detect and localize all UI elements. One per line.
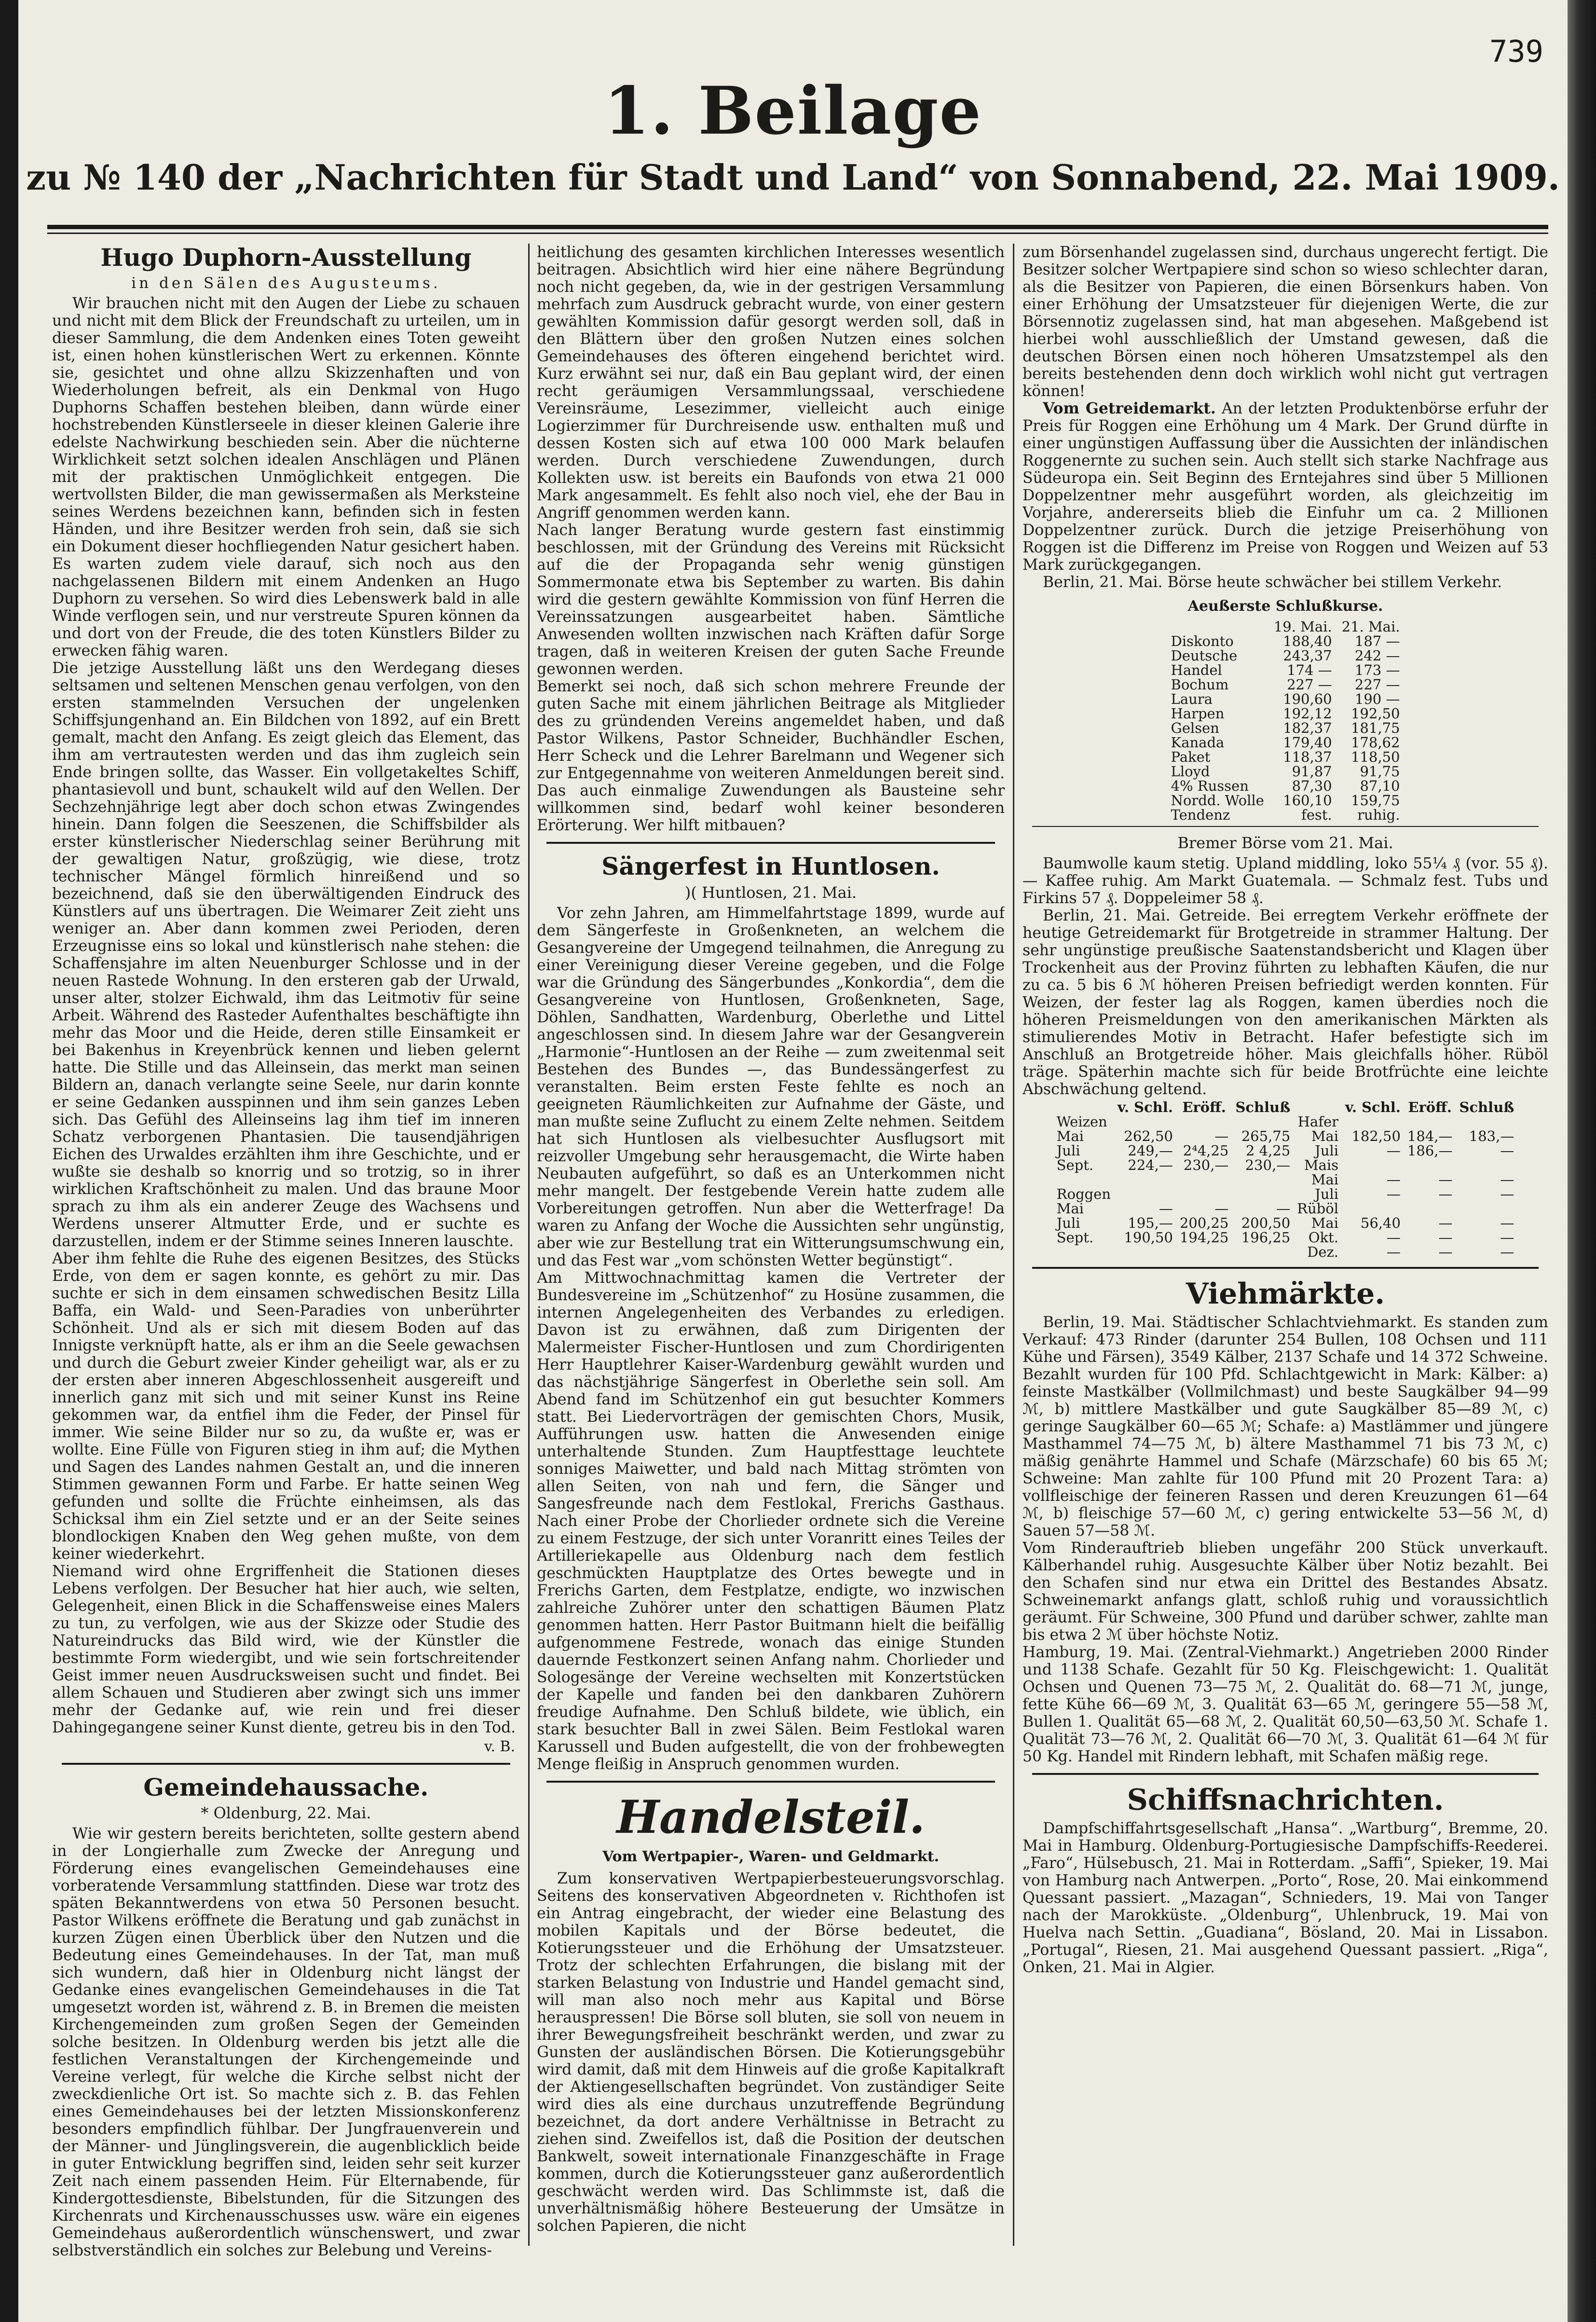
boerse-header-cell <box>1053 1100 1114 1114</box>
kurs-cell: ruhig. <box>1357 807 1400 823</box>
boerse-cell: — <box>1438 1186 1453 1202</box>
boerse-cell <box>1232 1187 1294 1201</box>
kurs-cell: 118,50 <box>1350 749 1400 765</box>
boerse-cell: 200,25 <box>1179 1215 1229 1231</box>
boerse-cell: Mai <box>1311 1171 1338 1188</box>
article-subtitle-duphorn: in den Sälen des Augusteums. <box>131 274 441 292</box>
kurs-cell: 192,12 <box>1283 705 1332 722</box>
kurs-header-cell: 21. Mai. <box>1341 618 1400 635</box>
article-separator <box>1032 1267 1539 1269</box>
article-body-gemeindehaus-cont: heitlichung des gesamten kirchlichen Interesses wesentlich beitragen. Absichtlich wird hier eine nähere Begründung noch nicht gegeben, da, wie in der gestrigen Versammlung mehrfach zum Ausdruck gebracht wurde, von einer gestern gewählten Kommission dafür gesorgt werden soll, daß in den Blättern über den großen Nutzen eines solchen Gemeindehauses des öfteren eingehend berichtet wird. Kurz erwähnt sei nur, daß ein Bau geplant wird, der einen recht geräumigen Versammlungssaal, verschiedene Vereinsräume, Lesezimmer, vielleicht auch einige Logierzimmer für Durchreisende usw. enthalten muß und dessen Kosten sich auf etwa 100 000 Mark belaufen werden. Durch verschiedene Zuwendungen, durch Kollekten usw. ist bereits ein Baufonds von etwa 21 000 Mark angesammelt. Es fehlt also noch viel, ehe der Bau in Angriff genommen werden kann. Nach langer Beratung wurde gestern fast einstimmig beschlossen, mit der Gründung des Vereins mit Rücksicht auf die der Propaganda sehr wenig günstigen Sommermonate etwa bis September zu warten. Bis dahin wird die gestern gewählte Kommission von fünf Herren die Vereinssatzungen ausgearbeitet haben. Sämtliche Anwesenden wollten inzwischen nach Kräften dafür Sorge tragen, daß in weiteren Kreisen der guten Sache Freunde gewonnen werden. Bemerkt sei noch, daß sich schon mehrere Freunde der guten Sache mit einem jährlichen Beitrage als Mitglieder des zu gründenden Vereins angemeldet haben, und daß Pastor Wilkens, Pastor Schneider, Buchhändler Eschen, Herr Scheck und die Lehrer Barelmann und Wegener sich zur Entgegennahme von weiteren Anmeldungen bereit sind. Das auch einmalige Zuwendungen als Bausteine sehr willkommen sind, bedarf wohl keiner besonderen Erörterung. Wer hilft mitbauen? <box>537 244 1005 834</box>
kurs-cell: 4% Russen <box>1171 778 1249 794</box>
column-divider <box>1013 244 1014 2246</box>
masthead-title: 1. Beilage <box>604 72 982 150</box>
boerse-cell: — <box>1386 1244 1401 1260</box>
boerse-header-cell: Eröff. <box>1182 1099 1226 1115</box>
boerse-cell: — <box>1500 1244 1514 1260</box>
kurs-row <box>1166 735 1405 750</box>
boerse-cell <box>1053 1172 1114 1187</box>
kurs-row <box>1166 706 1405 721</box>
newspaper-page <box>18 0 1568 2322</box>
bremer-boerse-text: Baumwolle kaum stetig. Upland middling, loko 55¼ ₰ (vor. 55 ₰). — Kaffee ruhig. Am Markt Guatemala. — Schmalz fest. Tubs und Firkins 57 ₰. Doppeleimer 58 ₰. <box>1023 855 1548 907</box>
column-1 <box>52 244 520 2284</box>
boerse-cell: 200,50 <box>1241 1215 1291 1231</box>
kurs-table <box>1166 619 1405 822</box>
boerse-cell: 190,50 <box>1124 1229 1173 1246</box>
kurs-cell: Paket <box>1171 749 1211 765</box>
kurs-cell: Gelsen <box>1171 720 1219 736</box>
boerse-row <box>1053 1245 1518 1259</box>
article-dateline-gemeindehaus: * Oldenburg, 22. Mai. <box>201 1804 371 1822</box>
kurs-cell: 192,50 <box>1350 705 1400 722</box>
getreidemarkt-heading: Vom Getreidemarkt. <box>1043 399 1216 417</box>
bremer-boerse-heading: Bremer Börse vom 21. Mai. <box>1177 834 1393 852</box>
article-body-handel-cont: zum Börsenhandel zugelassen sind, durchaus ungerecht fertigt. Die Besitzer solcher Wertpapiere sind schon so wieso schlechter daran, als die Besitzer von Papieren, die einen Börsenkurs haben. Von einer Erhöhung der Umsatzsteuer für diejenigen Werte, die zur Börsennotiz zugelassen sind, hat man abgesehen. Maßgebend ist hierbei wohl ausschließlich der Umstand gewesen, daß die deutschen Börsen einen noch höheren Umsatzstempel als den bereits bestehenden denn doch wirklich wohl nicht gut vertragen können! <box>1023 244 1548 400</box>
binding-edge <box>1568 0 1596 2322</box>
boerse-header-cell: v. Schl. <box>1117 1099 1173 1115</box>
kurs-cell: 91,75 <box>1360 763 1400 780</box>
boerse-cell: Juli <box>1315 1186 1338 1202</box>
kurs-row <box>1166 677 1405 692</box>
boerse-row <box>1053 1230 1518 1245</box>
kurs-cell: 174 — <box>1287 662 1332 678</box>
boerse-row <box>1053 1143 1518 1158</box>
kurs-table-title: Aeußerste Schlußkurse. <box>1187 598 1383 615</box>
boerse-row <box>1053 1172 1518 1187</box>
boerse-row <box>1053 1216 1518 1230</box>
getreidemarkt-paragraph <box>1023 400 1548 574</box>
table-separator <box>1032 826 1539 827</box>
boerse-cell <box>1114 1114 1176 1129</box>
boerse-cell: Sept. <box>1056 1229 1094 1246</box>
kurs-cell: Tendenz <box>1171 807 1230 823</box>
article-separator <box>1032 1773 1539 1775</box>
boerse-cell <box>1342 1114 1404 1129</box>
boerse-cell: 194,25 <box>1179 1229 1229 1246</box>
boerse-cell: Sept. <box>1056 1157 1094 1173</box>
getreide-boerse-table <box>1053 1100 1518 1259</box>
boerse-cell <box>1114 1187 1176 1201</box>
boerse-cell <box>1114 1172 1176 1187</box>
boerse-cell <box>1232 1172 1294 1187</box>
kurs-cell: 178,62 <box>1350 734 1400 751</box>
boerse-cell: — <box>1500 1215 1514 1231</box>
kurs-cell: 160,10 <box>1283 792 1332 809</box>
boerse-cell <box>1342 1201 1404 1216</box>
boerse-cell: Dez. <box>1307 1244 1338 1260</box>
kurs-row <box>1166 721 1405 735</box>
boerse-cell: 265,75 <box>1241 1128 1291 1144</box>
kurs-cell: fest. <box>1301 807 1332 823</box>
kurs-row <box>1166 779 1405 793</box>
kurs-cell: 179,40 <box>1283 734 1332 751</box>
kurs-header-cell: 19. Mai. <box>1273 618 1332 635</box>
article-separator <box>546 1781 995 1783</box>
boerse-cell: Mai <box>1056 1128 1084 1144</box>
boerse-row <box>1053 1114 1518 1129</box>
kurs-row <box>1166 793 1405 808</box>
boerse-cell <box>1404 1114 1456 1129</box>
kurs-cell: 190 — <box>1354 691 1400 707</box>
boerse-cell: — <box>1386 1142 1401 1159</box>
article-title-saengerfest: Sängerfest in Huntlosen. <box>601 852 940 880</box>
masthead-subtitle: zu № 140 der „Nachrichten für Stadt und Land“ von Sonnabend, 22. Mai 1909. <box>26 157 1560 198</box>
boerse-cell <box>1053 1245 1114 1259</box>
berlin-boerse-intro: Berlin, 21. Mai. Börse heute schwächer bei stillem Verkehr. <box>1043 574 1502 591</box>
boerse-cell: — <box>1386 1171 1401 1188</box>
article-body-saengerfest: Vor zehn Jahren, am Himmelfahrtstage 1899, wurde auf dem Sängerfeste in Großenkneten, an welchem die Gesangvereine der Umgegend teilnahmen, die Anregung zu einer Vereinigung dieser Vereine gegeben, und die Folge war die Gründung des Sängerbundes „Konkordia“, dem die Gesangvereine von Huntlosen, Großenkneten, Sage, Döhlen, Sandhatten, Wardenburg, Oberlethe und Littel angeschlossen sind. In diesem Jahre war der Gesangverein „Harmonie“-Huntlosen an der Reihe — zum zweitenmal seit Bestehen des Bundes —, das Bundessängerfest zu veranstalten. Beim ersten Feste fehlte es noch an geeigneten Räumlichkeiten zur Aufnahme der Gäste, und man mußte seine Zuflucht zu einem Zelte nehmen. Seitdem hat sich Huntlosen als vielbesuchter Ausflugsort mit reizvoller Umgebung sehr herausgemacht, die Wirte haben Neubauten aufgeführt, so daß es an Unterkommen nicht mehr mangelt. Der festgebende Verein hatte zudem alle Vorbereitungen getroffen. Nun aber die Wetterfrage! Da waren zu Anfang der Woche die Aussichten sehr ungünstig, aber wie zur Bestellung trat ein Witterungsumschwung ein, und das Fest war „vom schönsten Wetter begünstigt“. Am Mittwochnachmittag kamen die Vertreter der Bundesvereine im „Schützenhof“ zu Hosüne zusammen, die internen Angelegenheiten des Verbandes zu erledigen. Davon ist zu erwähnen, daß zum Dirigenten der Malermeister Fischer-Huntlosen und zum Chordirigenten Herr Hauptlehrer Kaiser-Wardenburg gewählt wurden und das nächstjährige Sängerfest in Oberlethe sein soll. Am Abend fand im Schützenhof ein gut besuchter Kommers statt. Bei Liedervorträgen der gemischten Chors, Musik, Aufführungen usw. hatten die Anwesenden einige unterhaltende Stunden. Zum Hauptfesttage leuchtete sonniges Maiwetter, und bald nach Mittag strömten von allen Seiten, von nah und fern, die Sänger und Sangesfreunde nach dem Festlokal, Frerichs Gasthaus. Nach einer Probe der Chorlieder ordnete sich die Vereine zu einem Festzuge, der sich unter Voranritt eines Teiles der Artilleriekapelle aus Oldenburg nach dem festlich geschmückten Hauptplatze des Ortes bewegte und in Frerichs Garten, dem Festplatze, endigte, wo inzwischen zahlreiche Zuhörer unter den schattigen Bäumen Platz genommen hatten. Herr Pastor Buitmann hielt die beifällig aufgenommene Festrede, wonach das einige Stunden dauernde Festkonzert seinen Anfang nahm. Chorlieder und Sologesänge der Vereine wechselten mit Konzertstücken der Kapelle und fanden bei den dankbaren Zuhörern freudige Aufnahme. Den Schluß bildete, wie üblich, ein stark besuchter Ball in zwei Sälen. Beim Festlokal waren Karussell und Buden aufgestellt, die von der frohbewegten Menge fleißig in Anspruch genommen wurden. <box>537 904 1005 1773</box>
boerse-cell: — <box>1438 1244 1453 1260</box>
kurs-cell: 188,40 <box>1283 633 1332 649</box>
page-number: 739 <box>1489 34 1543 69</box>
boerse-header-cell: v. Schl. <box>1345 1099 1401 1115</box>
boerse-row <box>1053 1129 1518 1143</box>
boerse-cell: — <box>1500 1229 1514 1246</box>
boerse-cell <box>1404 1158 1456 1172</box>
kurs-row <box>1166 648 1405 663</box>
boerse-cell <box>1176 1172 1232 1187</box>
article-body-duphorn: Wir brauchen nicht mit den Augen der Liebe zu schauen und nicht mit dem Blick der Freundschaft zu urteilen, um in dieser Sammlung, die dem Andenken eines Toten geweiht ist, einen hohen künstlerischen Wert zu erkennen. Könnte sie, gesichtet und ohne allzu Skizzenhaften und von Wiederholungen befreit, als ein Denkmal von Hugo Duphorns Schaffen bestehen bleiben, dann würde einer hochstrebenden Künstlerseele in dieser kleinen Galerie ihre edelste Nachwirkung beschieden sein. Aber die nüchterne Wirklichkeit setzt solchen idealen Anschlägen und Plänen mit der praktischen Unmöglichkeit entgegen. Die wertvollsten Bilder, die man gewissermaßen als Merksteine seines Werdens bezeichnen kann, befinden sich in festen Händen, und ihre Besitzer werden froh sein, daß sie sich ein Dokument dieser hochfliegenden Natur gesichert haben. Es warten zudem viele darauf, sich noch aus den nachgelassenen Bildern mit einem Andenken an Hugo Duphorn zu versehen. So wird dies Lebenswerk bald in alle Winde verflogen sein, und nur verstreute Spuren können da und dort von der Freude, die des toten Künstlers Bilder zu erwecken fähig waren. Die jetzige Ausstellung läßt uns den Werdegang dieses seltsamen und seltenen Menschen genau verfolgen, von den ersten stammelnden Versuchen der ungelenken Schiffsjungenhand an. Ein Bildchen von 1892, auf ein Brett gemalt, macht den Anfang. Es zeigt gleich das Element, das ihm am vertrautesten werden und das ihm zugleich sein Ende bringen sollte, das Wasser. Ein vollgetakeltes Schiff, phantasievoll und bunt, schaukelt wild auf den Wellen. Der Sechzehnjährige legt aber doch schon etwas Zwingendes hinein. Dann folgen die Seeszenen, die Schiffsbilder als erster künstlerischer Niederschlag seiner Berührung mit der gewaltigen Natur, großzügig, wie diese, trotz technischer Mängel förmlich hinreißend und so bezeichnend, daß sie den überwältigenden Eindruck des Künstlers auf uns übertragen. Die Weimarer Zeit zieht uns weniger an. Aber dann kommen zwei Perioden, deren Erzeugnisse eins so lokal und künstlerisch nahe stehen: die Schaffensjahre im alten Neuenburger Schlosse und in der neuen Rastede Wohnung. In den ersteren gab der Urwald, unser alter, stolzer Eichwald, ihm das Leitmotiv für seine Arbeit. Während des Rasteder Aufenthaltes beschäftigte ihn mehr das Moor und die Heide, deren stille Einsamkeit er bei Bakenhus in Kreyenbrück kennen und lieben gelernt hatte. Die Stille und das Alleinsein, das merkt man seinen Bildern an, danach verlangte seine Seele, nur darin konnte er seine Gedanken ausspinnen und ihm sein ganzes Leben sich. Das Gefühl des Alleinseins lag ihm tief im inneren Schatz verborgenen Phantasien. Die tausendjährigen Eichen des Urwaldes erzählten ihm ihre Geschichte, und er wußte sie deshalb so knorrig und so trotzig, so in ihrer wirklichen Kraftschönheit zu malen. Und das braune Moor sprach zu ihm als ein anderer Zeuge des Wachsens und Werdens unserer Altmutter Erde, und er suchte es darzustellen, indem er der Stimme seines Inneren lauschte. Aber ihm fehlte die Ruhe des eigenen Besitzes, des Stücks Erde, von dem er sagen konnte, es gehört zu mir. Das suchte er sich in dem einsamen schwedischen Besitz Lilla Baffa, ein Wald- und Seen-Paradies von unberührter Schönheit. Und als er sich mit diesem Boden auf das Innigste verknüpft hatte, als er ihm an die Seele gewachsen und durch die Geburt zweier Kinder geheiligt war, als er zu der ersten aber inneren Abgeschlossenheit ausgereift und innerlich ganz mit sich und mit seiner Kunst ins Reine gekommen war, da entfiel ihm die Feder, der Pinsel für immer. Wie seine Bilder nur so zu, da wußte er, was er wollte. Eine Fülle von Figuren stieg in ihm auf; die Mythen und Sagen des Landes nahmen Gestalt an, und die inneren Stimmen gewannen Form und Farbe. Er hatte seinen Weg gefunden und sollte die Früchte einheimsen, als das Schicksal ihm ein Ziel setzte und er an der Seite seines blondlockigen Knaben den Weg gehen mußte, von dem keiner wiederkehrt. Niemand wird ohne Ergriffenheit die Stationen dieses Lebens verfolgen. Der Besucher hat hier auch, wie selten, Gelegenheit, einen Blick in die Schaffensweise eines Malers zu tun, zu verfolgen, wie aus der Skizze oder Studie des Natureindrucks das Bild wird, wie der Künstler die bestimmte Form wiedergibt, und wie sein fortschreitender Geist immer neuen Ausdrucksweisen sucht und findet. Bei allem Schauen und Studieren aber zwingt sich uns immer mehr der Gedanke auf, wie rein und frei dieser Dahingegangene seiner Kunst diente, getreu bis in den Tod. <box>52 294 520 1736</box>
article-body-viehmaerkte: Berlin, 19. Mai. Städtischer Schlachtviehmarkt. Es standen zum Verkauf: 473 Rinder (darunter 254 Bullen, 108 Ochsen und 111 Kühe und Färsen), 3549 Kälber, 2137 Schafe und 14 372 Schweine. Bezahlt wurden für 100 Pfd. Schlachtgewicht in Mark: Kälber: a) feinste Mastkälber (Vollmilchmast) und beste Saugkälber 94—99 ℳ, b) mittlere Mastkälber und gute Saugkälber 85—89 ℳ, c) geringe Saugkälber 60—65 ℳ; Schafe: a) Mastlämmer und jüngere Masthammel 74—75 ℳ, b) ältere Masthammel 71 bis 73 ℳ, c) mäßig genährte Hammel und Schafe (Märzschafe) 60 bis 65 ℳ; Schweine: Man zahlte für 100 Pfund mit 20 Prozent Tara: a) vollfleischige der feineren Rassen und deren Kreuzungen 61—64 ℳ, b) fleischige 57—60 ℳ, c) gering entwickelte 53—56 ℳ, d) Sauen 57—58 ℳ. Vom Rinderauftrieb blieben ungefähr 200 Stück unverkauft. Kälberhandel ruhig. Ausgesuchte Kälber über Notiz bezahlt. Bei den Schafen sind nur etwa ein Drittel des Bestandes Absatz. Schweinemarkt anfangs glatt, schloß ruhig und voraussichtlich geräumt. Für Schweine, 300 Pfund und darüber schwer, zahlte man bis etwa 2 ℳ über höchste Notiz. Hamburg, 19. Mai. (Zentral-Viehmarkt.) Angetrieben 2000 Rinder und 1138 Schafe. Gezahlt für 50 Kg. Fleischgewicht: 1. Qualität Ochsen und Quenen 73—75 ℳ, 2. Qualität do. 68—71 ℳ, junge, fette Kühe 66—69 ℳ, 3. Qualität 63—65 ℳ, geringere 55—58 ℳ, Bullen 1. Qualität 65—68 ℳ, 2. Qualität 60,50—63,50 ℳ. Schafe 1. Qualität 73—76 ℳ, 2. Qualität 66—70 ℳ, 3. Qualität 61—64 ℳ für 50 Kg. Handel mit Rindern lebhaft, mit Schafen mäßig rege. <box>1023 1314 1548 1765</box>
article-dateline-saengerfest: )( Huntlosen, 21. Mai. <box>684 883 857 902</box>
boerse-cell: Mai <box>1311 1128 1338 1144</box>
boerse-cell: — <box>1386 1229 1401 1246</box>
boerse-cell: Hafer <box>1297 1113 1338 1130</box>
article-body-gemeindehaus: Wie wir gestern bereits berichteten, sollte gestern abend in der Longierhalle zum Zwecke der Anregung und Förderung eines evangelischen Gemeindehauses eine vorberatende Versammlung stattfinden. Diese war trotz des späten Bekanntwerdens von etwa 50 Personen besucht. Pastor Wilkens eröffnete die Beratung und gab zunächst in kurzen Zügen einen Überblick über den Nutzen und die Bedeutung eines Gemeindehauses. In der Tat, man muß sich wundern, daß hier in Oldenburg nicht längst der Gedanke eines evangelischen Gemeindehauses in die Tat umgesetzt worden ist, während z. B. in Bremen die meisten Kirchengemeinden zum großen Segen der Gemeinden solche besitzen. In Oldenburg werden bis jetzt alle die festlichen Veranstaltungen der Kirchengemeinde und Vereine verlegt, für welche die Kirche selbst nicht der zweckdienliche Ort ist. So machte sich z. B. das Fehlen eines Gemeindehauses bei der letzten Missionskonferenz besonders empfindlich fühlbar. Der Jungfrauenverein und der Männer- und Jünglingsverein, die augenblicklich beide in guter Entwicklung begriffen sind, leiden sehr seit kurzer Zeit nach einem passenden Heim. Für Elternabende, für Kindergottesdienste, Bibelstunden, für die Sitzungen des Kirchenrats und Kirchenausschusses usw. wäre ein eigenes Gemeindehaus außerordentlich wünschenswert, und zwar selbstverständlich ein solches zur Belebung und Vereins- <box>52 1825 520 2259</box>
boerse-cell: Mais <box>1304 1157 1338 1173</box>
boerse-cell <box>1232 1114 1294 1129</box>
kurs-cell: 173 — <box>1354 662 1400 678</box>
boerse-header-cell: Schluß <box>1235 1099 1291 1115</box>
kurs-cell: Laura <box>1171 691 1213 707</box>
boerse-cell <box>1176 1114 1232 1129</box>
boerse-header-cell: Schluß <box>1459 1099 1514 1115</box>
kurs-cell: 87,10 <box>1360 778 1400 794</box>
kurs-cell: 187 — <box>1354 633 1400 649</box>
article-separator <box>62 1763 510 1765</box>
masthead-rule <box>47 225 1548 229</box>
article-title-gemeindehaus: Gemeindehaussache. <box>143 1772 429 1801</box>
boerse-cell: — <box>1438 1215 1453 1231</box>
boerse-cell: 184,— <box>1407 1128 1453 1144</box>
kurs-row <box>1166 634 1405 648</box>
article-title-viehmaerkte: Viehmärkte. <box>1186 1277 1385 1311</box>
kurs-cell: 91,87 <box>1292 763 1332 780</box>
boerse-cell: — <box>1500 1186 1514 1202</box>
section-title-handelsteil: Handelsteil. <box>616 1790 925 1844</box>
boerse-cell: Mai <box>1056 1200 1084 1217</box>
kurs-header-cell <box>1166 619 1269 634</box>
kurs-cell: Handel <box>1171 662 1222 678</box>
boerse-cell: 262,50 <box>1124 1128 1173 1144</box>
boerse-header-cell <box>1294 1100 1342 1114</box>
article-signature: v. B. <box>484 1738 515 1755</box>
kurs-cell: Lloyd <box>1171 763 1210 780</box>
kurs-cell: 227 — <box>1287 676 1332 693</box>
boerse-cell: 2⁴4,25 <box>1183 1142 1229 1159</box>
kurs-row <box>1166 764 1405 779</box>
boerse-cell: — <box>1500 1171 1514 1188</box>
boerse-cell: 224,— <box>1128 1157 1173 1173</box>
boerse-cell: Mai <box>1311 1215 1338 1231</box>
boerse-cell: Roggen <box>1056 1186 1111 1202</box>
kurs-cell: Nordd. Wolle <box>1171 792 1264 809</box>
kurs-row <box>1166 663 1405 677</box>
article-title-duphorn: Hugo Duphorn-Ausstellung <box>100 244 472 272</box>
boerse-cell <box>1456 1201 1518 1216</box>
kurs-cell: 243,37 <box>1283 647 1332 664</box>
boerse-cell: 230,— <box>1245 1157 1291 1173</box>
boerse-cell <box>1404 1201 1456 1216</box>
boerse-cell: 249,— <box>1128 1142 1173 1159</box>
boerse-cell: Juli <box>1315 1142 1338 1159</box>
kurs-cell: Kanada <box>1171 734 1225 751</box>
article-body-schiffsnachrichten: Dampfschiffahrtsgesellschaft „Hansa“. „Wartburg“, Bremme, 20. Mai in Hamburg. Oldenburg-Portugiesische Dampfschiffs-Reederei. „Faro“, Hülsebusch, 21. Mai in Rotterdam. „Saffi“, Spieker, 19. Mai von Hamburg nach Antwerpen. „Porto“, Rose, 20. Mai einkommend Quessant passiert. „Mazagan“, Schnieders, 19. Mai von Tanger nach der Marokküste. „Oldenburg“, Uhlenbruck, 19. Mai von Huelva nach Settin. „Guadiana“, Bösland, 20. Mai in Lissabon. „Portugal“, Riesen, 21. Mai ausgehend Quessant passiert. „Riga“, Onken, 21. Mai in Algier. <box>1023 1820 1548 1976</box>
kurs-row <box>1166 750 1405 764</box>
boerse-cell: 56,40 <box>1360 1215 1401 1231</box>
kurs-cell: Harpen <box>1171 705 1225 722</box>
getreidemarkt-text: An der letzten Produktenbörse erfuhr der Preis für Roggen eine Erhöhung um 4 Mark. Der Grund dürfte in einer ungünstigen Auffassung über die Aussichten der inländischen Roggenernte zu suchen sein. Auch stellt sich starke Nachfrage aus Südeuropa ein. Seit Beginn des Erntejahres sind über 5 Millionen Doppelzentner mehr ausgeführt worden, als gleichzeitig im Vorjahre, andererseits blieb die Einfuhr um ca. 2 Millionen Doppelzentner zurück. Durch die jetzige Preiserhöhung von Roggen ist die Differenz im Preise von Roggen und Weizen auf 53 Mark zurückgegangen. <box>1023 400 1548 574</box>
boerse-cell: 182,50 <box>1351 1128 1401 1144</box>
boerse-cell: 230,— <box>1183 1157 1229 1173</box>
column-divider <box>528 244 530 2246</box>
kurs-cell: Diskonto <box>1171 633 1234 649</box>
article-body-handel: Zum konservativen Wertpapierbesteuerungsvorschlag. Seitens des konservativen Abgeordneten v. Richthofen ist ein Antrag eingebracht, der wieder eine Belastung des mobilen Kapitals und der Börse bedeutet, die Kotierungssteuer und die Erhöhung der Umsatzsteuer. Trotz der schlechten Erfahrungen, die bislang mit der starken Belastung von Industrie und Handel gemacht sind, will man also noch mehr aus Kapital und Börse herauspressen! Die Börse soll bluten, sie soll von neuem in ihrer Bewegungsfreiheit beschränkt werden, und zwar zu Gunsten der ausländischen Börsen. Die Kotierungsgebühr wird damit, daß mit dem Hinweis auf die große Kapitalkraft der Aktiengesellschaften begründet. Von zuständiger Seite wird dies als eine durchaus unzutreffende Begründung bezeichnet, da dort andere Verhältnisse in Betracht zu ziehen sind. Zweifellos ist, daß die Position der deutschen Bankwelt, soweit internationale Finanzgeschäfte in Frage kommen, durch die Kotierungssteuer ganz außerordentlich geschwächt werden wird. Das Schlimmste ist, daß die unverhältnismäßig höhere Besteuerung der Umsätze in solchen Papieren, die nicht <box>537 1869 1005 2235</box>
kurs-cell: 159,75 <box>1350 792 1400 809</box>
masthead-rule-thin <box>47 233 1548 234</box>
boerse-header-row <box>1053 1100 1518 1114</box>
kurs-cell: 87,30 <box>1292 778 1332 794</box>
boerse-cell: 2 4,25 <box>1245 1142 1291 1159</box>
column-3 <box>1023 244 1548 2284</box>
boerse-cell: — <box>1438 1171 1453 1188</box>
boerse-cell <box>1456 1114 1518 1129</box>
boerse-cell: — <box>1276 1200 1291 1217</box>
boerse-row <box>1053 1201 1518 1216</box>
column-2 <box>537 244 1005 2284</box>
kurs-row <box>1166 692 1405 706</box>
kurs-cell: 190,60 <box>1283 691 1332 707</box>
kurs-cell: 181,75 <box>1350 720 1400 736</box>
kurs-cell: 182,37 <box>1283 720 1332 736</box>
boerse-cell: Juli <box>1056 1142 1080 1159</box>
boerse-cell: Rüböl <box>1297 1200 1338 1217</box>
boerse-cell <box>1342 1158 1404 1172</box>
boerse-cell: Juli <box>1056 1215 1080 1231</box>
boerse-cell <box>1176 1245 1232 1259</box>
kurs-header-row <box>1166 619 1405 634</box>
berlin-getreide-text: Berlin, 21. Mai. Getreide. Bei erregtem Verkehr eröffnete der heutige Getreidemarkt für Brotgetreide in strammer Haltung. Der sehr ungünstige preußische Saatenstandsbericht und Klagen über Trockenheit aus der Provinz führten zu lebhaften Käufen, die nur zu ca. 5 bis 6 ℳ höheren Preisen befriedigt werden konnten. Für Weizen, der fester lag als Roggen, kamen überdies noch die höheren Preismeldungen von den amerikanischen Märkten als stimulierendes Motiv in Betracht. Hafer befestigte sich im Anschluß an Brotgetreide höher. Mais gleichfalls höher. Rüböl träge. Späterhin machte sich für beide Brotfrüchte eine leichte Abschwächung geltend. <box>1023 907 1548 1098</box>
kurs-cell: Deutsche <box>1171 647 1238 664</box>
boerse-cell: — <box>1214 1200 1229 1217</box>
boerse-cell: 186,— <box>1407 1142 1453 1159</box>
boerse-row <box>1053 1158 1518 1172</box>
kurs-row <box>1166 808 1405 822</box>
boerse-cell: 195,— <box>1128 1215 1173 1231</box>
boerse-cell: 183,— <box>1469 1128 1514 1144</box>
boerse-cell: — <box>1159 1200 1173 1217</box>
boerse-cell: — <box>1214 1128 1229 1144</box>
boerse-header-cell: Eröff. <box>1408 1099 1452 1115</box>
boerse-cell: Weizen <box>1056 1113 1107 1130</box>
boerse-cell: Okt. <box>1308 1229 1338 1246</box>
kurs-cell: 118,37 <box>1283 749 1332 765</box>
kurs-cell: Bochum <box>1171 676 1229 693</box>
boerse-row <box>1053 1187 1518 1201</box>
boerse-cell <box>1232 1245 1294 1259</box>
boerse-cell: — <box>1500 1142 1514 1159</box>
boerse-cell <box>1456 1158 1518 1172</box>
kurs-cell: 227 — <box>1354 676 1400 693</box>
section-subtitle-markt: Vom Wertpapier-, Waren- und Geldmarkt. <box>602 1848 940 1865</box>
boerse-cell <box>1176 1187 1232 1201</box>
article-separator <box>546 842 995 844</box>
kurs-cell: 242 — <box>1354 647 1400 664</box>
boerse-cell: — <box>1438 1229 1453 1246</box>
article-title-schiffsnachrichten: Schiffsnachrichten. <box>1127 1783 1444 1817</box>
boerse-cell <box>1114 1245 1176 1259</box>
boerse-cell: 196,25 <box>1241 1229 1291 1246</box>
boerse-cell: — <box>1386 1186 1401 1202</box>
